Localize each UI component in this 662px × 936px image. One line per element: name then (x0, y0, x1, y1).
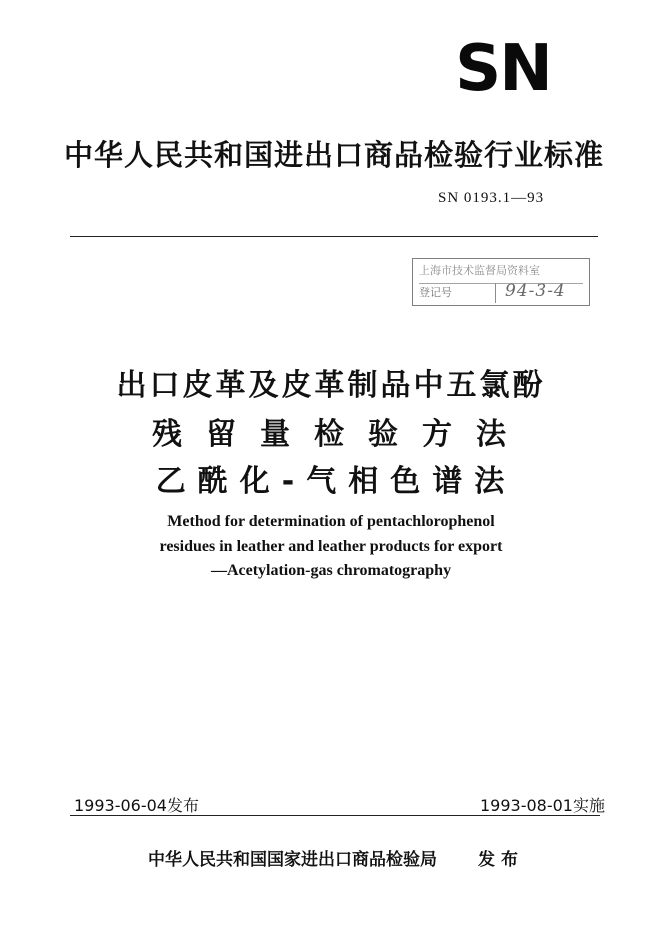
zh-title-line-1: 出口皮革及皮革制品中五氯酚 (116, 368, 546, 403)
stamp-register-label: 登记号 (419, 283, 583, 302)
issue-date: 1993-06-04发布 (74, 796, 199, 815)
zh-title-line-3: 乙酰化-气相色谱法 (155, 464, 517, 499)
library-stamp (412, 258, 590, 306)
issue-label: 发布 (478, 850, 524, 870)
en-title-line-2: residues in leather and leather products for export (159, 538, 503, 555)
footer-divider (70, 815, 600, 816)
en-title-line-3: —Acetylation-gas chromatography (210, 562, 452, 579)
stamp-handwritten-number: 94-3-4 (505, 281, 566, 301)
sn-logo: SN (455, 32, 551, 106)
header-divider (70, 236, 598, 237)
stamp-institution: 上海市技术监督局资料室 (419, 264, 540, 277)
stamp-separator (495, 283, 496, 303)
implementation-date: 1993-08-01实施 (480, 796, 605, 815)
standard-category-title: 中华人民共和国进出口商品检验行业标准 (64, 138, 605, 172)
zh-title-line-2: 残留量检验方法 (152, 417, 530, 452)
standard-number: SN 0193.1—93 (438, 190, 545, 206)
en-title-line-1: Method for determination of pentachlorophenol (167, 513, 495, 530)
issuing-authority: 中华人民共和国国家进出口商品检验局 (148, 850, 437, 870)
